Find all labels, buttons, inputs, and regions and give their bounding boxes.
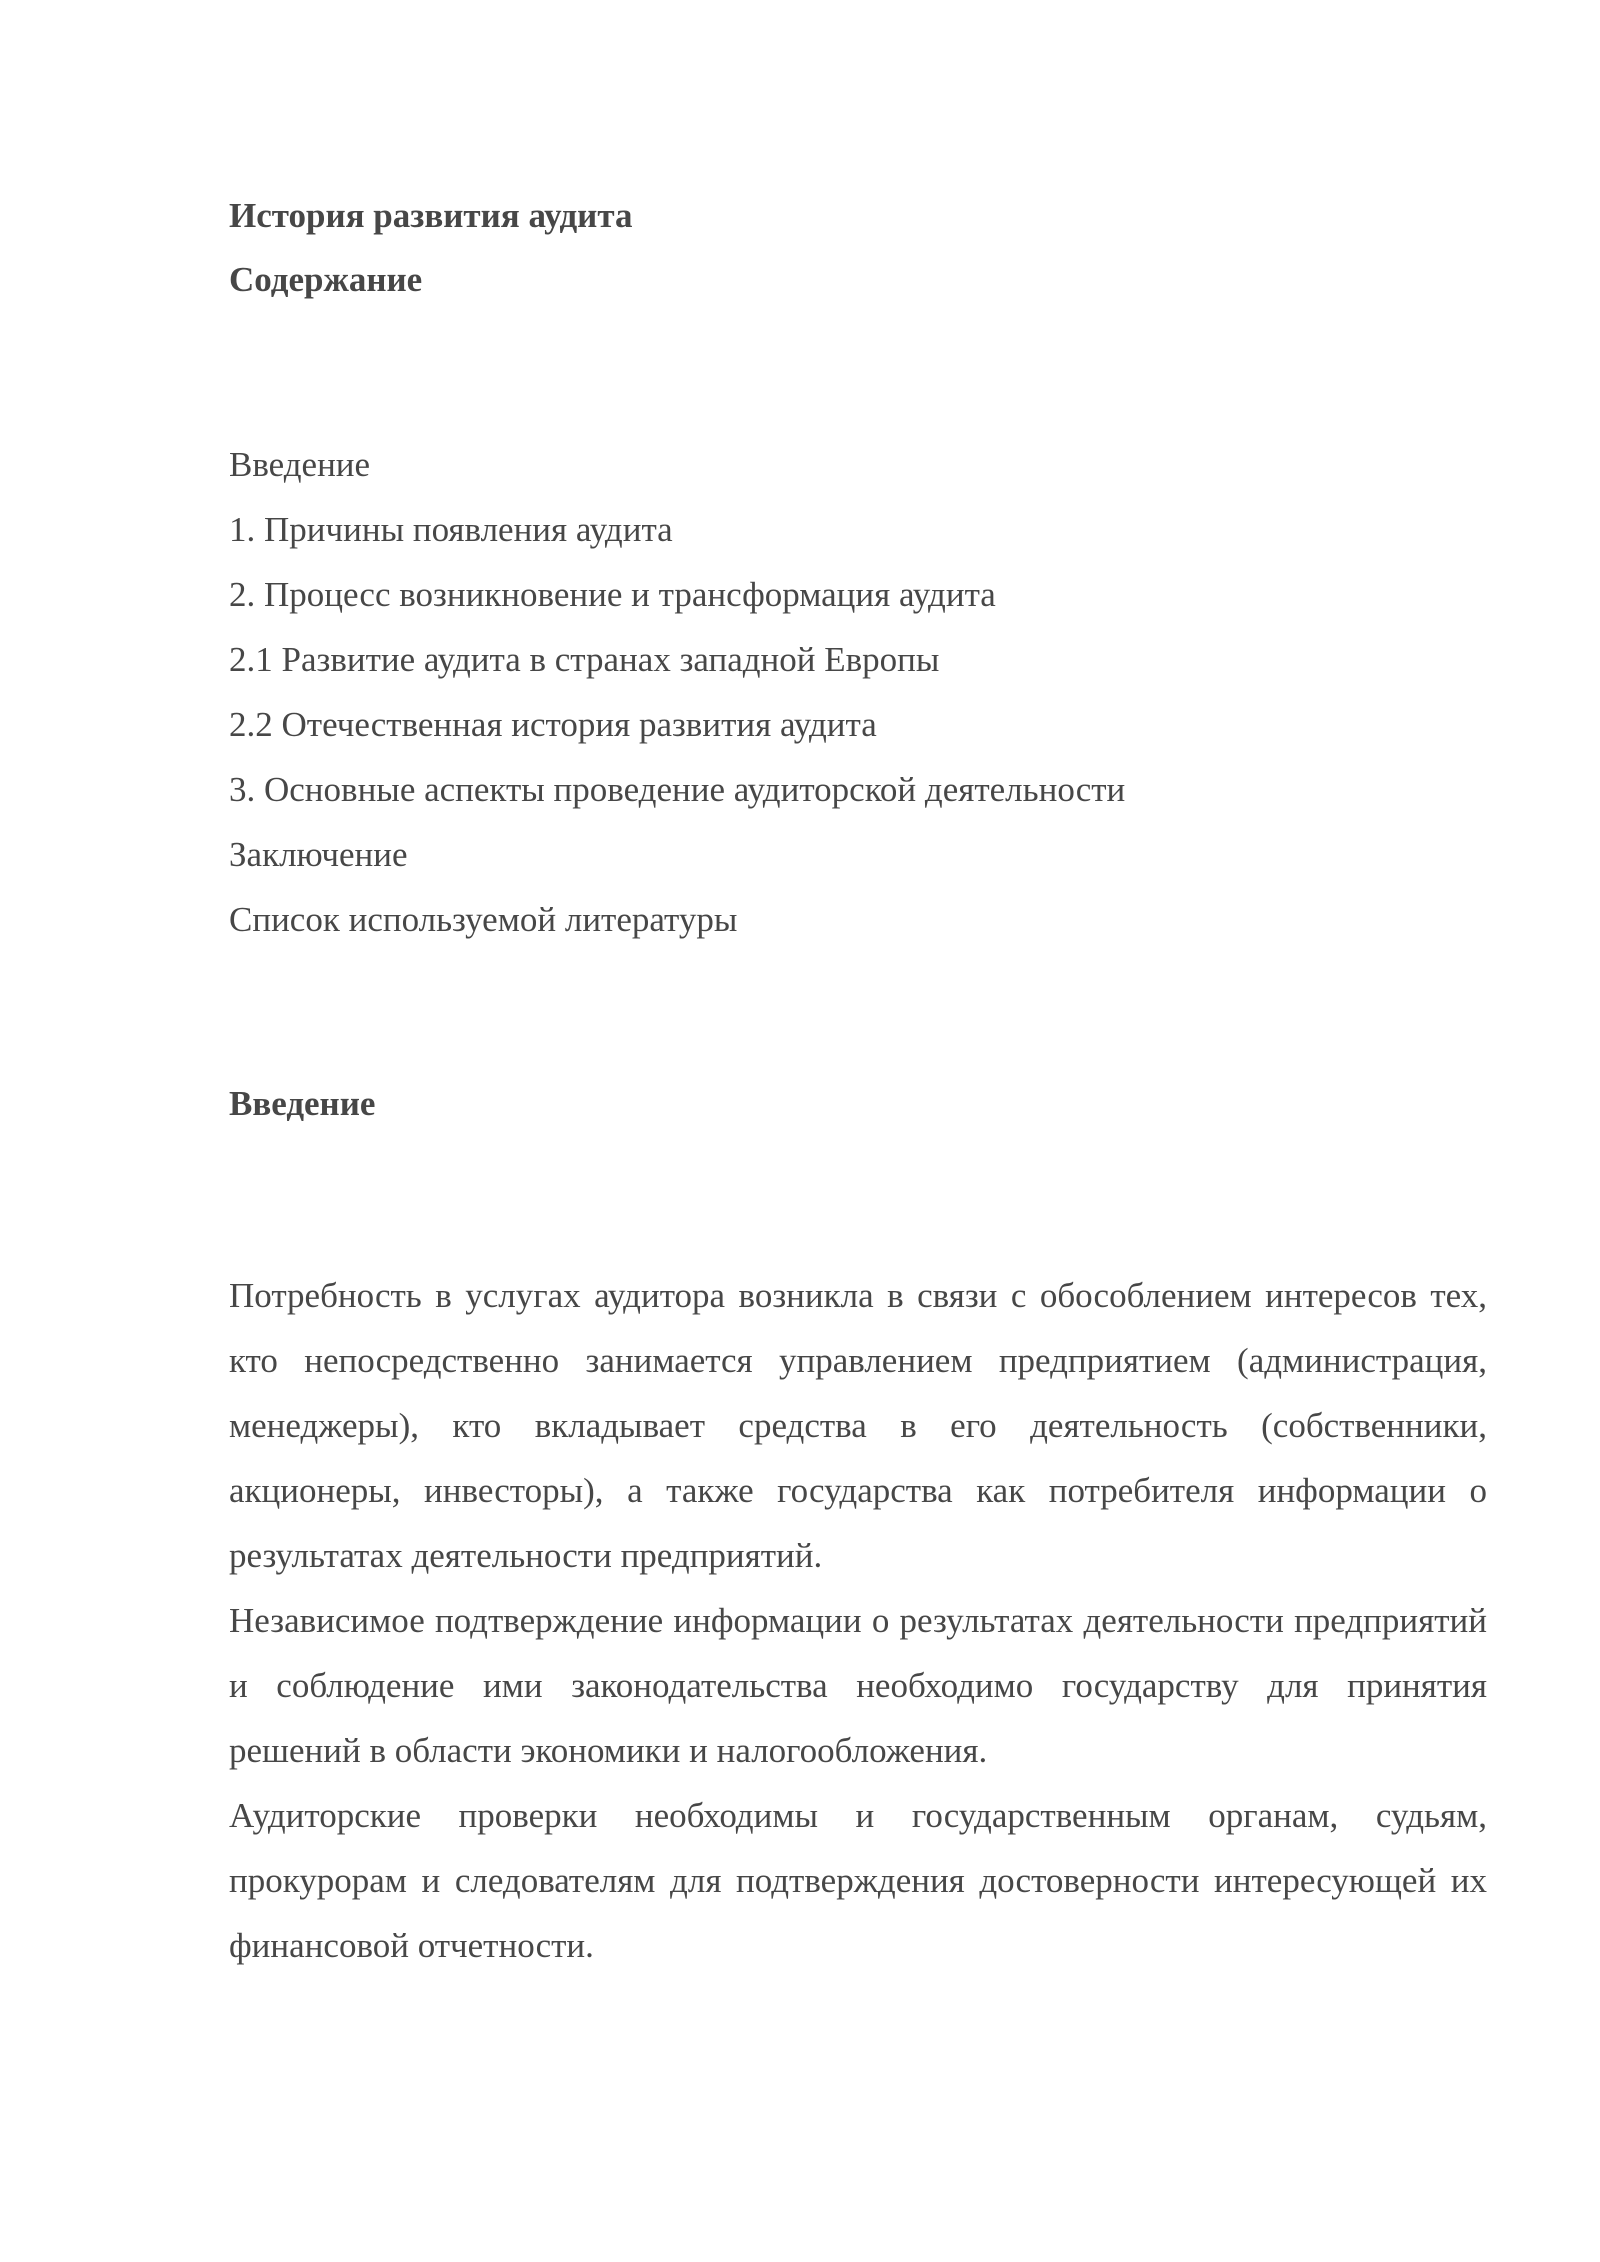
table-of-contents (229, 440, 1125, 960)
toc-item-reasons[interactable]: 1. Причины появления аудита (229, 510, 673, 549)
toc-item-conclusion[interactable]: Заключение (229, 835, 408, 874)
toc-heading: Содержание (229, 260, 423, 299)
paragraph: Потребность в услугах аудитора возникла в связи с обособлением интересов тех, кто непосредственно занимается управлением предприятием (администрация, менеджеры), кто вкладывает средства в его деятельность (собственники, акционеры, инвесторы), а также государства как потребителя информации о результатах деятельности предприятий. (229, 1276, 1487, 1575)
toc-item-references[interactable]: Список используемой литературы (229, 900, 738, 939)
paragraph: Независимое подтверждение информации о результатах деятельности предприятий и соблюдение ими законодательства необходимо государству для принятия решений в области экономики и налогообложения. (229, 1601, 1487, 1770)
introduction-body (229, 1263, 1487, 1978)
document-title: История развития аудита (229, 196, 633, 235)
section-heading-introduction: Введение (229, 1084, 376, 1123)
toc-item-introduction[interactable]: Введение (229, 445, 371, 484)
toc-item-process[interactable]: 2. Процесс возникновение и трансформация аудита (229, 575, 996, 614)
toc-item-domestic-history[interactable]: 2.2 Отечественная история развития аудита (229, 705, 877, 744)
paragraph: Аудиторские проверки необходимы и государственным органам, судьям, прокурорам и следователям для подтверждения достоверности интересующей их финансовой отчетности. (229, 1796, 1487, 1965)
toc-item-main-aspects[interactable]: 3. Основные аспекты проведение аудиторской деятельности (229, 770, 1126, 809)
toc-item-western-europe[interactable]: 2.1 Развитие аудита в странах западной Европы (229, 640, 940, 679)
